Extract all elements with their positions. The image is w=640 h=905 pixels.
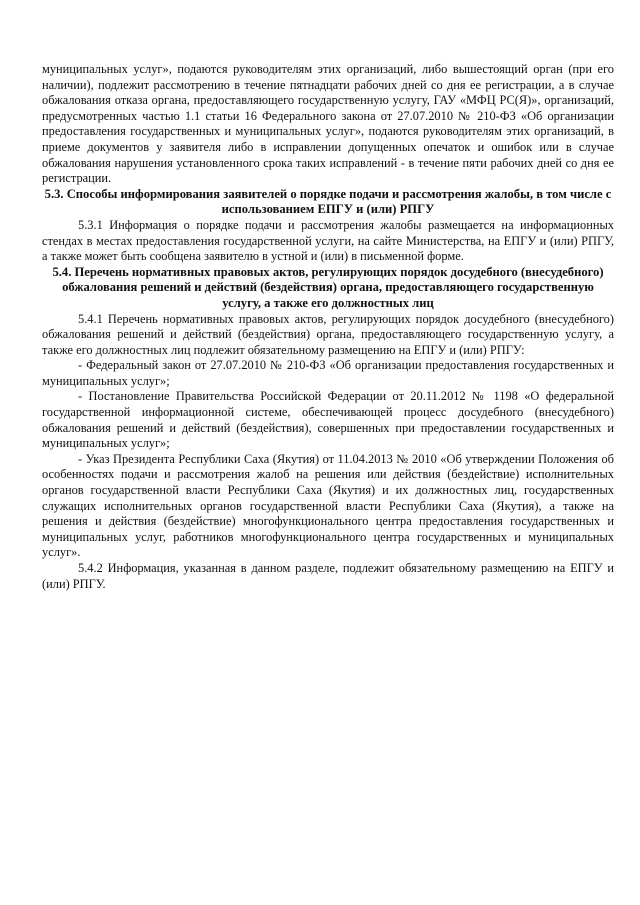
section-5-4-heading: 5.4. Перечень нормативных правовых актов, регулирующих порядок досудебного (внесудебного) обжалования решений и действий (бездействия) органа, предоставляющего государственную услугу, а также его должностных лиц — [52, 264, 604, 310]
section-5-3-paragraph: 5.3.1 Информация о порядке подачи и рассмотрения жалобы размещается на информационных стендах в местах предоставления государственной услуги, на сайте Министерства, на ЕПГУ и (или) РПГУ, а также может быть сообщена заявителю в устной и (или) в письменной форме. — [42, 217, 614, 264]
document-page — [42, 62, 614, 592]
law-list-item: - Указ Президента Республики Саха (Якутия) от 11.04.2013 № 2010 «Об утверждении Положения об особенностях подачи и рассмотрения жалоб на решения или действия (бездействие) исполнительных органов государственной власти Республики Саха (Якутия) и их должностных лиц, государственных служащих исполнительных органов государственной власти Республики Саха (Якутия), а также на решения и действия (бездействие) многофункционального центра предоставления государственных и муниципальных услуг, работников многофункционального центра государственных и муниципальных услуг». — [42, 451, 614, 560]
intro-paragraph: муниципальных услуг», подаются руководителям этих организаций, либо вышестоящий орган (при его наличии), подлежит рассмотрению в течение пятнадцати рабочих дней со дня ее регистрации, а в случае обжалования отказа органа, предоставляющего государственную услугу, ГАУ «МФЦ РС(Я)», организаций, предусмотренных частью 1.1 статьи 16 Федерального закона от 27.07.2010 № 210-ФЗ «Об организации предоставления государственных и муниципальных услуг», подаются руководителям этих организаций, в приеме документов у заявителя либо в исправлении допущенных опечаток и ошибок или в случае обжалования нарушения установленного срока таких исправлений - в течение пяти рабочих дней со дня ее регистрации. — [42, 62, 614, 186]
section-5-4-2-paragraph: 5.4.2 Информация, указанная в данном разделе, подлежит обязательному размещению на ЕПГУ и (или) РПГУ. — [42, 561, 614, 591]
section-5-4-1-paragraph: 5.4.1 Перечень нормативных правовых актов, регулирующих порядок досудебного (внесудебного) обжалования решений и действий (бездействия) органа, предоставляющего государственную услугу, а также его должностных лиц подлежит обязательному размещению на ЕПГУ и (или) РПГУ: — [42, 311, 614, 357]
law-list-item: - Федеральный закон от 27.07.2010 № 210-ФЗ «Об организации предоставления государственных и муниципальных услуг»; — [42, 358, 614, 388]
section-5-3-heading: 5.3. Способы информирования заявителей о порядке подачи и рассмотрения жалобы, в том числе с использованием ЕПГУ и (или) РПГУ — [44, 186, 612, 217]
law-list-item: - Постановление Правительства Российской Федерации от 20.11.2012 № 1198 «О федеральной государственной информационной системе, обеспечивающей процесс досудебного (внесудебного) обжалования решений и действий (бездействия), совершенных при предоставлении государственных и муниципальных услуг»; — [42, 389, 614, 451]
